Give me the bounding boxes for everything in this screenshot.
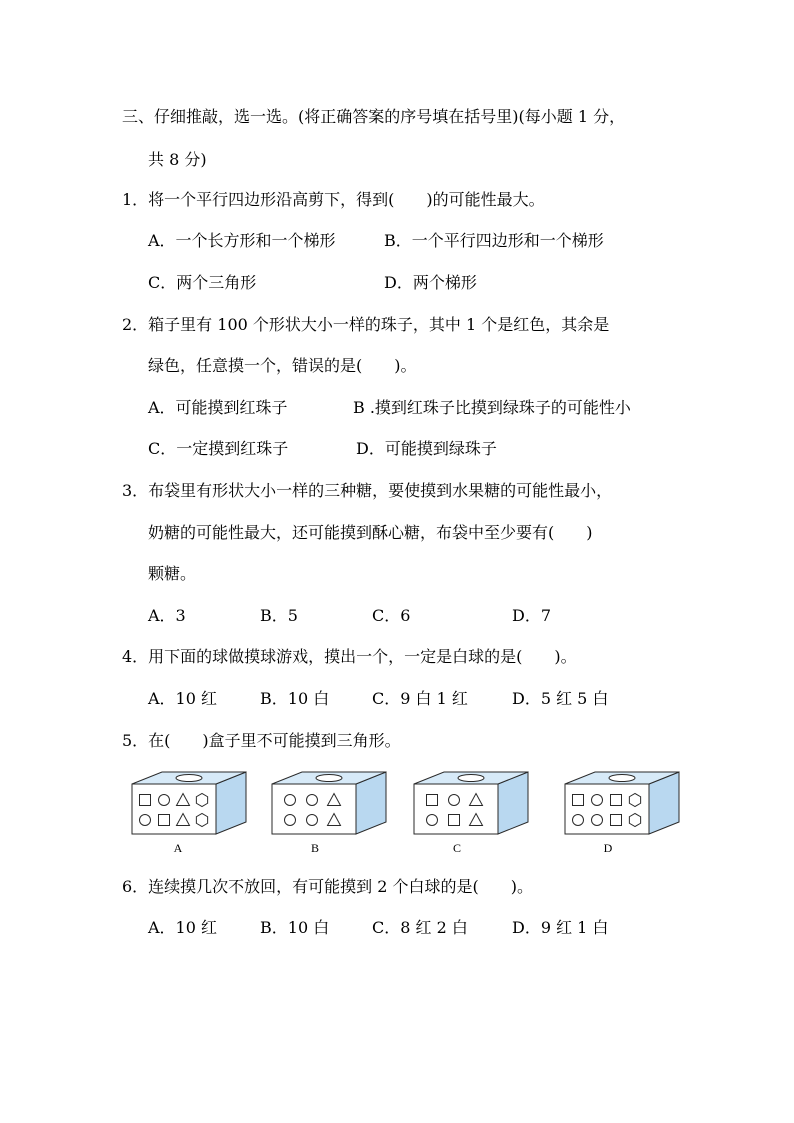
box-front-face xyxy=(414,784,498,834)
box-front-face xyxy=(272,784,356,834)
question-4-option-a[interactable]: A．10 红 xyxy=(148,689,218,708)
question-6-text: 6．连续摸几次不放回，有可能摸到 2 个白球的是( )。 xyxy=(122,877,534,896)
question-4-option-b[interactable]: B．10 白 xyxy=(260,689,330,708)
question-6-option-a[interactable]: A．10 红 xyxy=(148,918,218,937)
shape-box-d[interactable] xyxy=(563,770,683,842)
question-5-text: 5．在( )盒子里不可能摸到三角形。 xyxy=(122,731,401,750)
box-hole xyxy=(458,775,484,782)
section-title-line1: 三、仔细推敲，选一选。(将正确答案的序号填在括号里)(每小题 1 分， xyxy=(122,107,626,126)
question-6-option-b[interactable]: B．10 白 xyxy=(260,918,330,937)
question-1-option-a[interactable]: A．一个长方形和一个梯形 xyxy=(148,231,336,250)
shape-box-c[interactable] xyxy=(412,770,532,842)
box-b-label: B xyxy=(310,841,319,855)
question-3-option-b[interactable]: B．5 xyxy=(260,606,298,625)
question-1-option-c[interactable]: C．两个三角形 xyxy=(148,273,257,292)
box-hole xyxy=(609,775,635,782)
question-6-option-d[interactable]: D．9 红 1 白 xyxy=(512,918,609,937)
question-4-text: 4．用下面的球做摸球游戏，摸出一个，一定是白球的是( )。 xyxy=(122,647,577,666)
question-2-option-d[interactable]: D．可能摸到绿珠子 xyxy=(356,439,497,458)
question-3-text-line1: 3．布袋里有形状大小一样的三种糖，要使摸到水果糖的可能性最小， xyxy=(122,481,613,500)
question-3-text-line2: 奶糖的可能性最大，还可能摸到酥心糖，布袋中至少要有( ) xyxy=(148,523,593,542)
shape-box-b[interactable] xyxy=(270,770,390,842)
question-1-option-d[interactable]: D．两个梯形 xyxy=(384,273,477,292)
box-d-drawing xyxy=(563,770,683,838)
question-3-option-a[interactable]: A．3 xyxy=(148,606,186,625)
question-2-option-c[interactable]: C．一定摸到红珠子 xyxy=(148,439,289,458)
question-2-option-b[interactable]: B .摸到红珠子比摸到绿珠子的可能性小 xyxy=(353,398,631,417)
box-c-label: C xyxy=(452,841,461,855)
box-hole xyxy=(176,775,202,782)
box-hole xyxy=(316,775,342,782)
section-title-line2: 共 8 分) xyxy=(148,150,207,169)
question-1-text: 1．将一个平行四边形沿高剪下，得到( )的可能性最大。 xyxy=(122,190,545,209)
box-b-drawing xyxy=(270,770,390,838)
question-3-option-c[interactable]: C．6 xyxy=(372,606,411,625)
question-3-option-d[interactable]: D．7 xyxy=(512,606,552,625)
shape-box-a[interactable] xyxy=(130,770,250,842)
box-d-label: D xyxy=(603,841,613,855)
question-2-option-a[interactable]: A．可能摸到红珠子 xyxy=(148,398,288,417)
question-2-text-line2: 绿色，任意摸一个，错误的是( )。 xyxy=(148,356,417,375)
box-a-label: A xyxy=(173,841,183,855)
question-4-option-d[interactable]: D．5 红 5 白 xyxy=(512,689,609,708)
question-4-option-c[interactable]: C．9 白 1 红 xyxy=(372,689,468,708)
question-1-option-b[interactable]: B．一个平行四边形和一个梯形 xyxy=(384,231,604,250)
box-front-face xyxy=(565,784,649,834)
question-3-text-line3: 颗糖。 xyxy=(148,564,197,583)
question-2-text-line1: 2．箱子里有 100 个形状大小一样的珠子，其中 1 个是红色，其余是 xyxy=(122,315,610,334)
box-front-face xyxy=(132,784,216,834)
question-6-option-c[interactable]: C．8 红 2 白 xyxy=(372,918,468,937)
box-c-drawing xyxy=(412,770,532,838)
box-a-drawing xyxy=(130,770,250,838)
